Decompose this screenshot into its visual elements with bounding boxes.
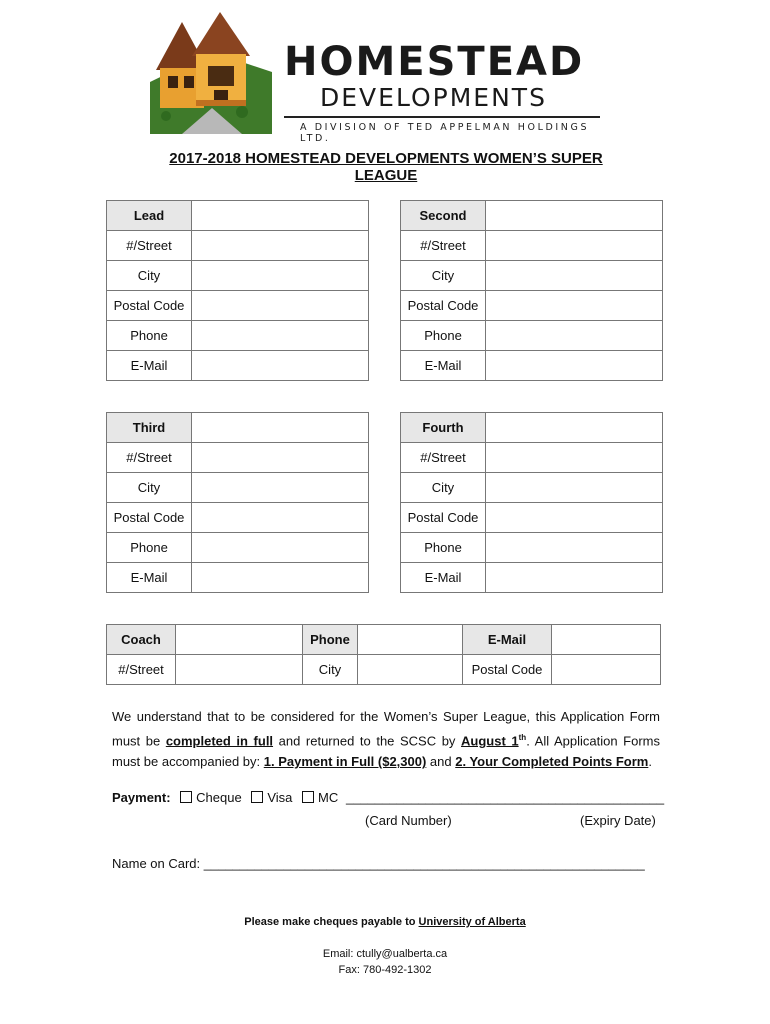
visa-checkbox[interactable] [251,791,263,803]
field-label: E-Mail [401,563,486,593]
terms-text: We understand that to be considered for the Women’s Super League, this Application Form must be [112,709,660,749]
postal-code-field[interactable] [192,291,369,321]
field-label: #/Street [107,231,192,261]
coach-city-field[interactable] [358,655,463,685]
field-label: Phone [303,625,358,655]
field-label: E-Mail [401,351,486,381]
terms-emphasis: completed in full [165,733,274,749]
city-field[interactable] [192,473,369,503]
fourth-player-table [400,412,663,593]
phone-field[interactable] [486,533,663,563]
brand-name: HOMESTEAD [284,39,585,85]
terms-deadline: August 1 [461,733,519,749]
contact-email: Email: ctully@ualberta.ca [322,948,448,960]
postal-code-field[interactable] [192,503,369,533]
field-label: City [401,261,486,291]
field-label: City [401,473,486,503]
name-field[interactable] [486,413,663,443]
email-field[interactable] [486,563,663,593]
field-label: City [107,261,192,291]
phone-field[interactable] [486,321,663,351]
city-field[interactable] [486,473,663,503]
mc-option-label: MC [318,790,339,805]
house-logo-image [142,12,272,134]
field-label: Postal Code [463,655,552,685]
terms-text: and [426,754,456,770]
field-label: Coach [107,625,176,655]
cheque-option-label: Cheque [196,790,242,805]
brand-subname: DEVELOPMENTS [320,83,547,112]
field-label: Phone [107,533,192,563]
terms-paragraph [112,706,660,772]
field-label: #/Street [401,231,486,261]
second-player-table [400,200,663,381]
field-label: #/Street [401,443,486,473]
street-field[interactable] [192,443,369,473]
street-field[interactable] [192,231,369,261]
field-label: E-Mail [107,351,192,381]
email-field[interactable] [192,351,369,381]
field-label: E-Mail [463,625,552,655]
terms-requirement-1: 1. Payment in Full ($2,300) [263,754,427,770]
field-label: Postal Code [401,503,486,533]
field-label: City [303,655,358,685]
email-field[interactable] [192,563,369,593]
terms-requirement-2: 2. Your Completed Points Form [455,754,649,770]
phone-field[interactable] [192,533,369,563]
field-label: E-Mail [107,563,192,593]
name-on-card-field[interactable]: Name on Card: _____________________________________________________________ [112,856,645,871]
brand-divider [284,116,600,118]
field-label: Postal Code [107,503,192,533]
card-number-field[interactable]: ______________________ [346,790,506,805]
city-field[interactable] [486,261,663,291]
form-title: 2017-2018 HOMESTEAD DEVELOPMENTS WOMEN’S SUPER LEAGUE [169,150,603,184]
expiry-date-field[interactable]: ______________________ [505,790,665,805]
cheque-prefix: Please make cheques payable to [244,916,419,928]
visa-option-label: Visa [267,790,293,805]
lead-player-table [106,200,369,381]
mc-checkbox[interactable] [302,791,314,803]
field-label: Fourth [401,413,486,443]
field-label: City [107,473,192,503]
field-label: #/Street [107,655,176,685]
field-label: #/Street [107,443,192,473]
cheque-checkbox[interactable] [180,791,192,803]
coach-name-field[interactable] [176,625,303,655]
third-player-table [106,412,369,593]
coach-postal-code-field[interactable] [552,655,661,685]
field-label: Phone [401,533,486,563]
ordinal-suffix: th [518,733,527,742]
contact-fax: Fax: 780-492-1302 [338,964,432,976]
field-label: Phone [401,321,486,351]
field-label: Second [401,201,486,231]
name-field[interactable] [486,201,663,231]
name-field[interactable] [192,201,369,231]
terms-text: . All Application Forms must be accompanied by: [112,733,660,770]
brand-tagline: A DIVISION OF TED APPELMAN HOLDINGS LTD. [300,122,590,144]
coach-street-field[interactable] [176,655,303,685]
field-label: Phone [107,321,192,351]
coach-email-field[interactable] [552,625,661,655]
email-field[interactable] [486,351,663,381]
terms-text: and returned to the SCSC by [273,733,462,749]
field-label: Lead [107,201,192,231]
phone-field[interactable] [192,321,369,351]
expiry-date-label: (Expiry Date) [580,813,656,828]
cheque-instructions [0,916,770,928]
city-field[interactable] [192,261,369,291]
terms-text: . [648,754,652,770]
street-field[interactable] [486,443,663,473]
postal-code-field[interactable] [486,503,663,533]
postal-code-field[interactable] [486,291,663,321]
name-field[interactable] [192,413,369,443]
field-label: Postal Code [401,291,486,321]
coach-table [106,624,661,685]
field-label: Postal Code [107,291,192,321]
card-number-label: (Card Number) [365,813,452,828]
field-label: Third [107,413,192,443]
cheque-payee: University of Alberta [418,916,526,928]
coach-phone-field[interactable] [358,625,463,655]
payment-label: Payment: [112,790,171,805]
street-field[interactable] [486,231,663,261]
